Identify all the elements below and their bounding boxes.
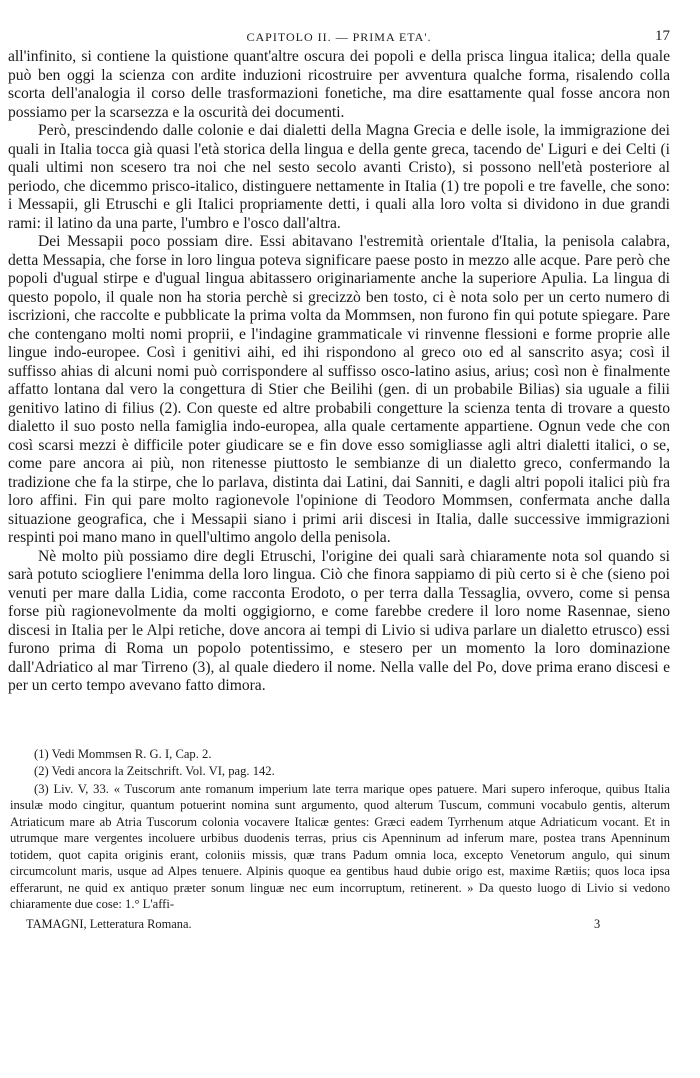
- footnote-3: (3) Liv. V, 33. « Tuscorum ante romanum imperium late terra marique opes patuere. Mari supero inferoque, quibus Italia insulæ modo cingitur, quantum potuerint nomina sunt argumento, quod alterum Tuscum, communi vocabulo gentis, alterum Atriaticum mare ab Atria Tuscorum colonia vocavere Italicæ gentes: Græci eadem Tyrrhenum atque Adriaticum vocant. Et in utrumque mare vergentes incoluere urbibus duodenis terras, prius cis Apenninum ad inferum mare, postea trans Apenninum totidem, quot capita originis erant, coloniis missis, quæ trans Padum omnia loca, excepto Venetorum angulo, qui sinum circumcolunt maris, usque ad Alpes tenuere. Alpinis quoque ea gentibus haud dubie origo est, maxime Rætiis; quos loca ipsa efferarunt, ne quid ex antiquo præter sonum linguæ nec eum incorruptum, retinerent. » Da questo luogo di Livio si vedono chiaramente due cose: 1.° L'affi-: [10, 781, 670, 911]
- paragraph-continuation: all'infinito, si contiene la quistione quant'altre oscura dei popoli e della prisca lingua italica; della quale può ben oggi la scienza con ardite induzioni ricostruire per avventura qualche forma, risalendo colla scorta dell'analogia il corso delle trasformazioni fonetiche, ma dire esattamente qual fosse ancora non possiamo per la scarsezza e la oscurità dei documenti.: [8, 48, 670, 121]
- signature-line: [8, 917, 670, 935]
- page-header: [8, 26, 670, 48]
- running-title: CAPITOLO II. — PRIMA ETA'.: [246, 30, 432, 44]
- paragraph-popoli: Però, prescindendo dalle colonie e dai dialetti della Magna Grecia e delle isole, la immigrazione dei quali in Italia tocca già quasi l'età storica della lingua e della gente greca, tacendo de' Liguri e dei Celti (i quali ultimi non scesero tra noi che nel sesto secolo avanti Cristo), si possono nell'età posteriore al periodo, che dicemmo prisco-italico, distinguere nettamente in Italia (1) tre popoli e tre favelle, che sono: i Messapii, gli Etruschi e gli Italici propriamente detti, i quali alla loro volta si dividono in due grandi rami: il latino da una parte, l'umbro e l'osco dall'altra.: [8, 122, 670, 232]
- page-number: 17: [655, 28, 670, 44]
- footnote-1: (1) Vedi Mommsen R. G. I, Cap. 2.: [34, 746, 212, 761]
- main-text: [8, 48, 670, 696]
- paragraph-etruschi: Nè molto più possiamo dire degli Etruschi, l'origine dei quali sarà chiaramente nota sol quando si sarà potuto sciogliere l'enimma della loro lingua. Ciò che finora sappiamo di più certo si è che (sieno poi venuti per mare dalla Lidia, come racconta Erodoto, o per terra dalla Tessaglia, ovvero, come si pensa forse più ragionevolmente da molti oggigiorno, e come farebbe credere il loro nome Rasennae, sieno discesi in Italia per le Alpi retiche, dove ancora ai tempi di Livio si udiva parlare un dialetto etrusco) essi furono prima di Roma un popolo potentissimo, e stesero per un momento la loro dominazione dall'Adriatico al mar Tirreno (3), al quale diedero il nome. Nella valle del Po, dove prima erano discesi e per un certo tempo avevano fatto dimora.: [8, 547, 670, 694]
- footnote-2: (2) Vedi ancora la Zeitschrift. Vol. VI, pag. 142.: [34, 764, 275, 778]
- footnotes: [8, 746, 670, 913]
- paragraph-messapii: Dei Messapii poco possiam dire. Essi abitavano l'estremità orientale d'Italia, la penisola calabra, detta Messapia, che forse in loro lingua poteva significare paese posto in mezzo alle acque. Pare però che popoli d'ugual stirpe e d'ugual lingua abitassero originariamente anche la superiore Apulia. La lingua di questo popolo, il quale non ha storia perchè si grecizzò ben tosto, ci è nota solo per un certo numero di iscrizioni, che raccolte e pubblicate la prima volta da Mommsen, non furono fin qui potute spiegare. Pare che contengano molti nomi proprii, e l'indagine grammaticale vi rinvenne flessioni e forme proprie alle lingue indo-europee. Così i genitivi aihi, ed ihi rispondono al greco οιο ed al sanscrito asya; così il suffisso ahias di alcuni nomi può corrispondere al suffisso osco-latino asius, arius; così non è finalmente affatto lontana dal vero la congettura di Stier che Beilihi (gen. di un probabile Bilias) sia uguale a filii genitivo latino di filius (2). Con queste ed altre probabili congetture la scienza tenta di trovare a questo dialetto il suo posto nella famiglia indo-europea, alla quale certamente appartiene. Ognun vede che con così scarsi mezzi è difficile poter giudicare se e fin dove esso somigliasse agli altri dialetti italici, o se, come pare ancora ai più, non ritenesse piuttosto le sembianze di un dialetto greco, confermando la tradizione che fa la stirpe, che lo parlava, distinta dai Latini, dai Sanniti, e dagli altri popoli italici più fra loro affini. Fin qui pare molto ragionevole l'opinione di Teodoro Mommsen, confermata anche dalla situazione geografica, che i Messapii siano i primi arii discesi in Italia, dalle successive immigrazioni respinti poi mano mano in quell'ultimo angolo della penisola.: [8, 233, 670, 546]
- printer-signature: TAMAGNI, Letteratura Romana.: [26, 916, 192, 931]
- signature-mark: 3: [594, 916, 601, 931]
